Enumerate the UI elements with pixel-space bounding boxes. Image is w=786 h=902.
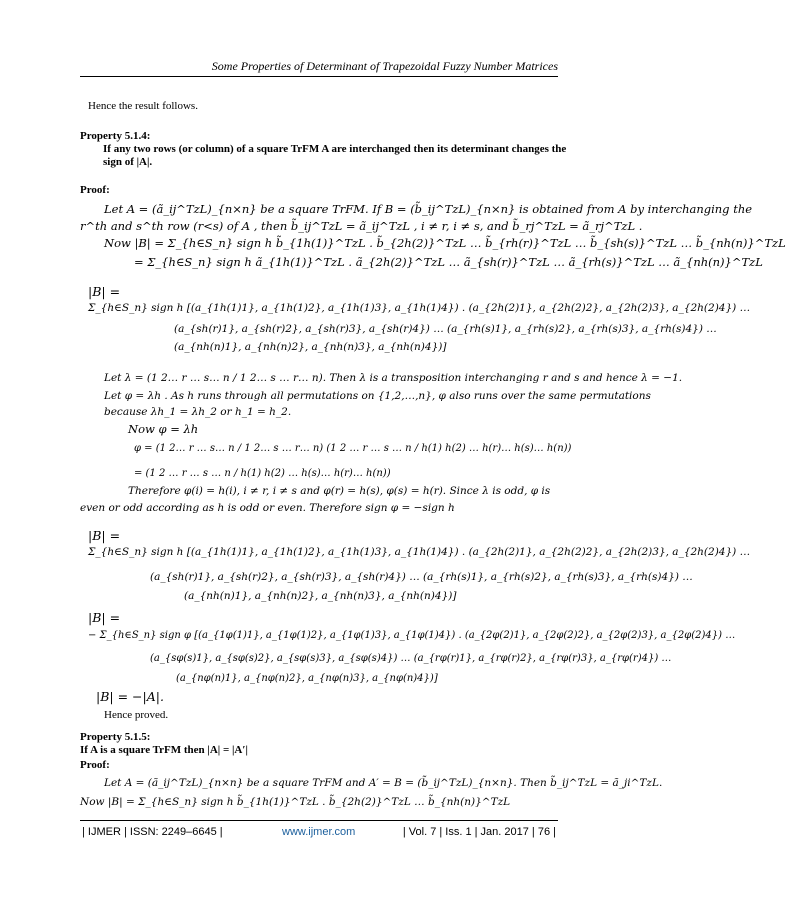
property-statement: sign of |A|. xyxy=(103,156,153,168)
math-line: (a_{nh(n)1}, a_{nh(n)2}, a_{nh(n)3}, a_{nh(n)4})] xyxy=(174,341,447,353)
math-line: |B| = xyxy=(88,284,121,299)
footer-rule xyxy=(80,820,558,821)
text-line: Hence the result follows. xyxy=(88,100,198,112)
math-line: |B| = xyxy=(88,610,121,625)
math-line: |B| = xyxy=(88,528,121,543)
property-title: Property 5.1.4: xyxy=(80,130,151,142)
property-statement: If A is a square TrFM then |A| = |A′| xyxy=(80,744,248,756)
math-line: Let λ = (1 2… r … s… n / 1 2… s … r… n). Then λ is a transposition interchanging r and s and hence λ = −1. xyxy=(104,372,683,384)
running-header: Some Properties of Determinant of Trapezoidal Fuzzy Number Matrices xyxy=(211,59,558,73)
proof-label: Proof: xyxy=(80,759,110,771)
math-line: |B| = −|A|. xyxy=(96,689,164,704)
math-line: = Σ_{h∈S_n} sign h ã_{1h(1)}^TzL . ã_{2h(2)}^TzL … ã_{sh(r)}^TzL … ã_{rh(s)}^TzL … ã_{nh(n)}^TzL xyxy=(134,255,763,269)
math-line: Σ_{h∈S_n} sign h [(a_{1h(1)1}, a_{1h(1)2}, a_{1h(1)3}, a_{1h(1)4}) . (a_{2h(2)1}, a_{2h(2)2}, a_{2h(2)3}, a_{2h(2)4}) … xyxy=(88,302,751,314)
math-line: Now |B| = Σ_{h∈S_n} sign h b̃_{1h(1)}^TzL . b̃_{2h(2)}^TzL … b̃_{rh(r)}^TzL … b̃_{sh(s)}^TzL … b̃_{nh(n)}^TzL xyxy=(104,236,786,250)
header-rule xyxy=(80,76,558,77)
footer-left: | IJMER | ISSN: 2249–6645 | xyxy=(82,826,223,838)
math-line: Now φ = λh xyxy=(128,422,199,436)
math-line: even or odd according as h is odd or even. Therefore sign φ = −sign h xyxy=(80,502,455,514)
math-line: φ = (1 2… r … s… n / 1 2… s … r… n) (1 2 … r … s … n / h(1) h(2) … h(r)… h(s)… h(n)) xyxy=(134,443,572,454)
text-line: Hence proved. xyxy=(104,709,169,721)
math-line: Therefore φ(i) = h(i), i ≠ r, i ≠ s and φ(r) = h(s), φ(s) = h(r). Since λ is odd, φ is xyxy=(128,485,551,497)
math-line: (a_{sh(r)1}, a_{sh(r)2}, a_{sh(r)3}, a_{sh(r)4}) … (a_{rh(s)1}, a_{rh(s)2}, a_{rh(s)3}, a_{rh(s)4}) … xyxy=(150,571,693,583)
footer-link[interactable]: www.ijmer.com xyxy=(282,826,356,838)
math-line: Let φ = λh . As h runs through all permutations on {1,2,…,n}, φ also runs over the same permutations xyxy=(104,390,651,402)
math-line: (a_{nφ(n)1}, a_{nφ(n)2}, a_{nφ(n)3}, a_{nφ(n)4})] xyxy=(176,673,438,684)
math-line: Now |B| = Σ_{h∈S_n} sign h b̃_{1h(1)}^TzL . b̃_{2h(2)}^TzL … b̃_{nh(n)}^TzL xyxy=(80,796,511,808)
proof-label: Proof: xyxy=(80,184,110,196)
math-line: Let A = (ã_ij^TzL)_{n×n} be a square TrFM. If B = (b̃_ij^TzL)_{n×n} is obtained from A by interchanging the xyxy=(104,202,753,216)
math-line: Σ_{h∈S_n} sign h [(a_{1h(1)1}, a_{1h(1)2}, a_{1h(1)3}, a_{1h(1)4}) . (a_{2h(2)1}, a_{2h(2)2}, a_{2h(2)3}, a_{2h(2)4}) … xyxy=(88,546,751,558)
math-line: = (1 2 … r … s … n / h(1) h(2) … h(s)… h(r)… h(n)) xyxy=(134,468,391,479)
math-line: − Σ_{h∈S_n} sign φ [(a_{1φ(1)1}, a_{1φ(1)2}, a_{1φ(1)3}, a_{1φ(1)4}) . (a_{2φ(2)1}, a_{2φ(2)2}, a_{2φ(2)3}, a_{2φ(2)4}) … xyxy=(88,630,736,641)
math-line: (a_{sh(r)1}, a_{sh(r)2}, a_{sh(r)3}, a_{sh(r)4}) … (a_{rh(s)1}, a_{rh(s)2}, a_{rh(s)3}, a_{rh(s)4}) … xyxy=(174,323,717,335)
math-line: (a_{sφ(s)1}, a_{sφ(s)2}, a_{sφ(s)3}, a_{sφ(s)4}) … (a_{rφ(r)1}, a_{rφ(r)2}, a_{rφ(r)3}, a_{rφ(r)4}) … xyxy=(150,653,672,664)
math-line: Let A = (ã_ij^TzL)_{n×n} be a square TrFM and A′ = B = (b̃_ij^TzL)_{n×n}. Then b̃_ij^TzL = ã_ji^TzL. xyxy=(104,777,663,789)
property-statement: If any two rows (or column) of a square TrFM A are interchanged then its determinant changes the xyxy=(103,143,567,155)
property-title: Property 5.1.5: xyxy=(80,731,151,743)
math-line: (a_{nh(n)1}, a_{nh(n)2}, a_{nh(n)3}, a_{nh(n)4})] xyxy=(184,590,457,602)
footer-right: | Vol. 7 | Iss. 1 | Jan. 2017 | 76 | xyxy=(402,826,556,838)
math-line: r^th and s^th row (r<s) of A , then b̃_ij^TzL = ã_ij^TzL , i ≠ r, i ≠ s, and b̃_rj^TzL = ã_rj^TzL . xyxy=(80,219,643,233)
math-line: because λh_1 = λh_2 or h_1 = h_2. xyxy=(104,406,292,418)
